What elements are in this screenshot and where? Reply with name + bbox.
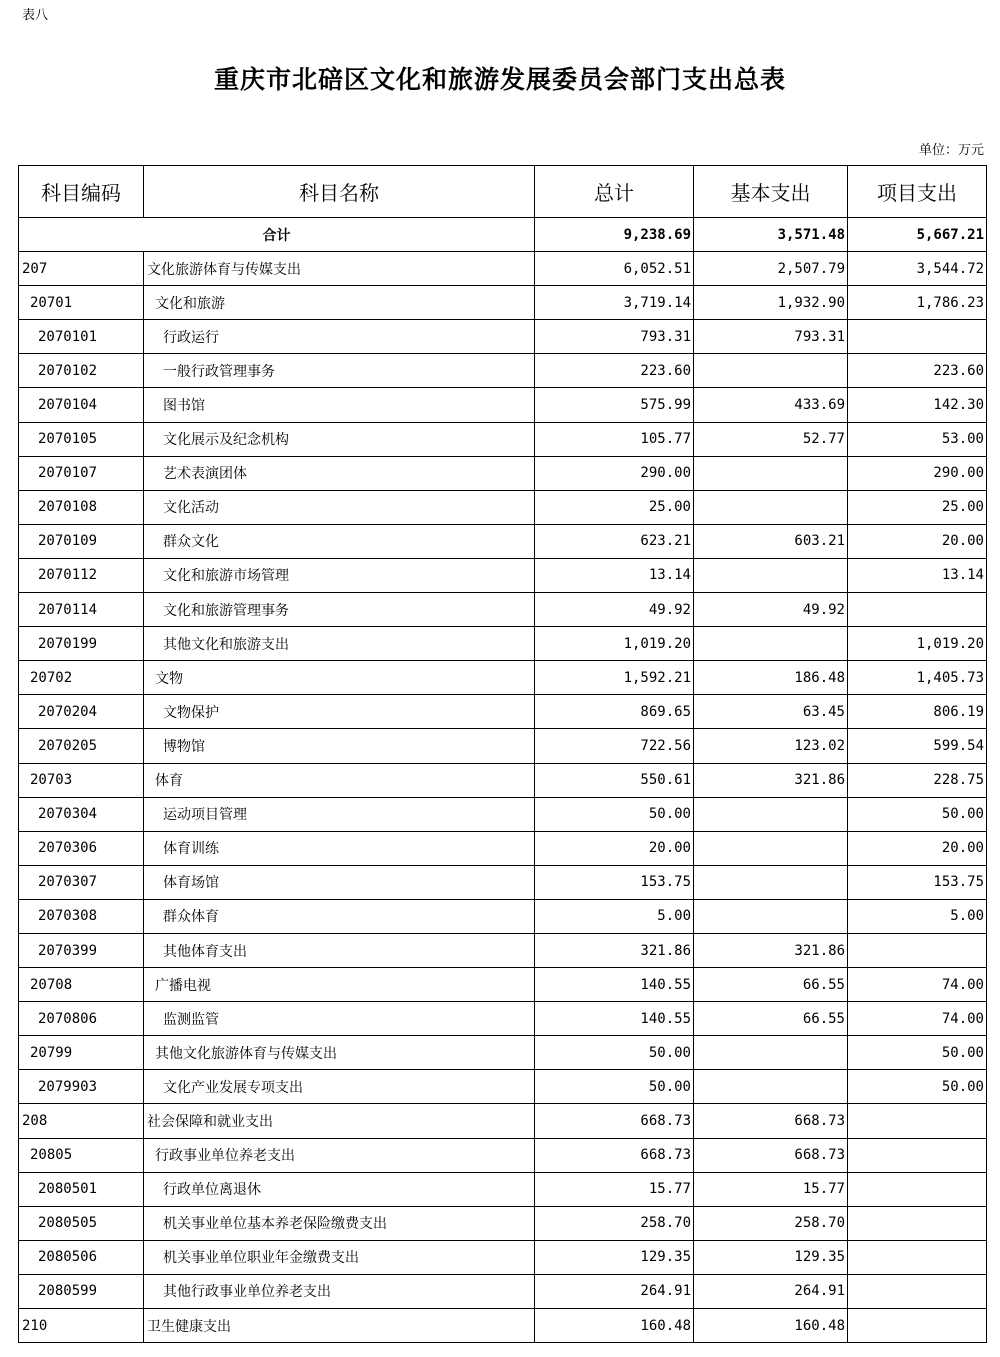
unit-label: 单位：万元	[918, 143, 984, 158]
project-cell: 74.00	[848, 968, 987, 1002]
project-cell: 53.00	[848, 422, 987, 456]
code-cell: 2080501	[19, 1172, 144, 1206]
name-cell: 监测监管	[144, 1002, 535, 1036]
table-row	[19, 1172, 987, 1206]
name-cell: 文化和旅游市场管理	[144, 558, 535, 592]
table-row	[19, 422, 987, 456]
table-row	[19, 1240, 987, 1274]
name-cell: 机关事业单位职业年金缴费支出	[144, 1240, 535, 1274]
project-cell: 50.00	[848, 1070, 987, 1104]
basic-cell	[694, 865, 848, 899]
table-row	[19, 899, 987, 933]
total-cell: 25.00	[535, 490, 694, 524]
name-cell: 文化和旅游管理事务	[144, 593, 535, 627]
name-cell: 图书馆	[144, 388, 535, 422]
code-cell: 2070101	[19, 320, 144, 354]
basic-cell	[694, 456, 848, 490]
basic-cell: 63.45	[694, 695, 848, 729]
code-cell: 2080599	[19, 1274, 144, 1308]
code-cell: 2070102	[19, 354, 144, 388]
basic-cell: 160.48	[694, 1309, 848, 1343]
name-cell: 文化和旅游	[144, 286, 535, 320]
total-cell: 50.00	[535, 1070, 694, 1104]
name-cell: 体育训练	[144, 831, 535, 865]
name-cell: 文化活动	[144, 490, 535, 524]
header-name: 科目名称	[144, 166, 535, 218]
basic-cell: 264.91	[694, 1274, 848, 1308]
name-cell: 卫生健康支出	[144, 1309, 535, 1343]
expenditure-table	[18, 165, 987, 1343]
total-cell: 13.14	[535, 558, 694, 592]
total-cell: 105.77	[535, 422, 694, 456]
name-cell: 文化旅游体育与传媒支出	[144, 252, 535, 286]
name-cell: 行政运行	[144, 320, 535, 354]
code-cell: 2070806	[19, 1002, 144, 1036]
code-cell: 2070114	[19, 593, 144, 627]
basic-cell	[694, 1070, 848, 1104]
table-row	[19, 865, 987, 899]
code-cell: 208	[19, 1104, 144, 1138]
name-cell: 文化产业发展专项支出	[144, 1070, 535, 1104]
table-row	[19, 524, 987, 558]
code-cell: 2070108	[19, 490, 144, 524]
code-cell: 20703	[19, 763, 144, 797]
table-number-label: 表八	[22, 8, 49, 23]
code-cell: 2070399	[19, 933, 144, 967]
table-row	[19, 252, 987, 286]
total-basic-cell: 3,571.48	[694, 218, 848, 252]
name-cell: 文物保护	[144, 695, 535, 729]
basic-cell: 321.86	[694, 933, 848, 967]
total-project-cell: 5,667.21	[848, 218, 987, 252]
total-cell: 20.00	[535, 831, 694, 865]
name-cell: 艺术表演团体	[144, 456, 535, 490]
code-cell: 2070205	[19, 729, 144, 763]
table-row	[19, 1274, 987, 1308]
table-row	[19, 593, 987, 627]
basic-cell	[694, 831, 848, 865]
project-cell: 50.00	[848, 1036, 987, 1070]
table-row	[19, 1036, 987, 1070]
code-cell: 20805	[19, 1138, 144, 1172]
total-cell: 1,592.21	[535, 661, 694, 695]
total-cell: 140.55	[535, 1002, 694, 1036]
name-cell: 行政单位离退休	[144, 1172, 535, 1206]
code-cell: 20702	[19, 661, 144, 695]
total-cell: 160.48	[535, 1309, 694, 1343]
code-cell: 2080506	[19, 1240, 144, 1274]
total-cell: 6,052.51	[535, 252, 694, 286]
basic-cell: 123.02	[694, 729, 848, 763]
name-cell: 博物馆	[144, 729, 535, 763]
basic-cell: 793.31	[694, 320, 848, 354]
code-cell: 2070112	[19, 558, 144, 592]
project-cell: 13.14	[848, 558, 987, 592]
total-cell: 50.00	[535, 797, 694, 831]
project-cell: 50.00	[848, 797, 987, 831]
total-cell: 869.65	[535, 695, 694, 729]
table-row	[19, 558, 987, 592]
basic-cell: 66.55	[694, 1002, 848, 1036]
table-row	[19, 320, 987, 354]
project-cell: 5.00	[848, 899, 987, 933]
project-cell	[848, 1274, 987, 1308]
code-cell: 20799	[19, 1036, 144, 1070]
table-row	[19, 797, 987, 831]
code-cell: 2070204	[19, 695, 144, 729]
project-cell	[848, 933, 987, 967]
code-cell: 2070304	[19, 797, 144, 831]
total-cell: 575.99	[535, 388, 694, 422]
total-cell: 290.00	[535, 456, 694, 490]
table-row	[19, 456, 987, 490]
basic-cell	[694, 797, 848, 831]
basic-cell: 668.73	[694, 1138, 848, 1172]
header-code: 科目编码	[19, 166, 144, 218]
code-cell: 2070306	[19, 831, 144, 865]
total-cell: 264.91	[535, 1274, 694, 1308]
basic-cell: 2,507.79	[694, 252, 848, 286]
code-cell: 2070109	[19, 524, 144, 558]
table-row	[19, 1309, 987, 1343]
project-cell	[848, 1138, 987, 1172]
total-cell: 1,019.20	[535, 627, 694, 661]
basic-cell: 129.35	[694, 1240, 848, 1274]
name-cell: 社会保障和就业支出	[144, 1104, 535, 1138]
project-cell: 1,405.73	[848, 661, 987, 695]
basic-cell	[694, 490, 848, 524]
project-cell: 74.00	[848, 1002, 987, 1036]
basic-cell	[694, 354, 848, 388]
code-cell: 2070308	[19, 899, 144, 933]
code-cell: 2070307	[19, 865, 144, 899]
basic-cell: 321.86	[694, 763, 848, 797]
table-row	[19, 1138, 987, 1172]
code-cell: 2080505	[19, 1206, 144, 1240]
total-cell: 3,719.14	[535, 286, 694, 320]
name-cell: 其他行政事业单位养老支出	[144, 1274, 535, 1308]
total-cell: 223.60	[535, 354, 694, 388]
table-body	[19, 218, 987, 1343]
code-cell: 2070104	[19, 388, 144, 422]
table-row	[19, 661, 987, 695]
table-row	[19, 1002, 987, 1036]
header-project: 项目支出	[848, 166, 987, 218]
total-cell: 668.73	[535, 1138, 694, 1172]
project-cell	[848, 1206, 987, 1240]
project-cell: 153.75	[848, 865, 987, 899]
total-cell: 550.61	[535, 763, 694, 797]
table-row	[19, 388, 987, 422]
project-cell: 599.54	[848, 729, 987, 763]
table-row	[19, 1206, 987, 1240]
total-cell: 668.73	[535, 1104, 694, 1138]
total-cell: 793.31	[535, 320, 694, 354]
basic-cell	[694, 899, 848, 933]
name-cell: 群众文化	[144, 524, 535, 558]
basic-cell: 603.21	[694, 524, 848, 558]
project-cell: 25.00	[848, 490, 987, 524]
code-cell: 2079903	[19, 1070, 144, 1104]
basic-cell: 52.77	[694, 422, 848, 456]
project-cell: 228.75	[848, 763, 987, 797]
code-cell: 2070105	[19, 422, 144, 456]
name-cell: 群众体育	[144, 899, 535, 933]
total-sum-cell: 9,238.69	[535, 218, 694, 252]
name-cell: 其他文化和旅游支出	[144, 627, 535, 661]
table-row	[19, 286, 987, 320]
name-cell: 一般行政管理事务	[144, 354, 535, 388]
total-cell: 129.35	[535, 1240, 694, 1274]
name-cell: 运动项目管理	[144, 797, 535, 831]
basic-cell: 15.77	[694, 1172, 848, 1206]
table-row	[19, 763, 987, 797]
table-row	[19, 490, 987, 524]
project-cell: 1,786.23	[848, 286, 987, 320]
table-header-row	[19, 166, 987, 218]
code-cell: 20701	[19, 286, 144, 320]
basic-cell	[694, 1036, 848, 1070]
total-cell: 623.21	[535, 524, 694, 558]
name-cell: 体育	[144, 763, 535, 797]
project-cell: 20.00	[848, 524, 987, 558]
total-cell: 5.00	[535, 899, 694, 933]
basic-cell: 1,932.90	[694, 286, 848, 320]
total-cell: 49.92	[535, 593, 694, 627]
total-cell: 140.55	[535, 968, 694, 1002]
code-cell: 207	[19, 252, 144, 286]
table-row	[19, 729, 987, 763]
project-cell	[848, 1309, 987, 1343]
basic-cell: 66.55	[694, 968, 848, 1002]
project-cell: 1,019.20	[848, 627, 987, 661]
name-cell: 广播电视	[144, 968, 535, 1002]
table-row	[19, 627, 987, 661]
project-cell	[848, 320, 987, 354]
project-cell: 290.00	[848, 456, 987, 490]
basic-cell: 49.92	[694, 593, 848, 627]
code-cell: 2070107	[19, 456, 144, 490]
total-cell: 321.86	[535, 933, 694, 967]
basic-cell: 668.73	[694, 1104, 848, 1138]
project-cell	[848, 593, 987, 627]
total-cell: 153.75	[535, 865, 694, 899]
name-cell: 文化展示及纪念机构	[144, 422, 535, 456]
header-total: 总计	[535, 166, 694, 218]
code-cell: 20708	[19, 968, 144, 1002]
table-row	[19, 933, 987, 967]
table-row	[19, 1104, 987, 1138]
total-cell: 50.00	[535, 1036, 694, 1070]
project-cell	[848, 1104, 987, 1138]
name-cell: 体育场馆	[144, 865, 535, 899]
name-cell: 文物	[144, 661, 535, 695]
page-title: 重庆市北碚区文化和旅游发展委员会部门支出总表	[213, 65, 786, 94]
total-cell: 15.77	[535, 1172, 694, 1206]
table-row	[19, 695, 987, 729]
project-cell: 20.00	[848, 831, 987, 865]
project-cell: 3,544.72	[848, 252, 987, 286]
name-cell: 其他体育支出	[144, 933, 535, 967]
basic-cell: 433.69	[694, 388, 848, 422]
total-cell: 722.56	[535, 729, 694, 763]
total-cell: 258.70	[535, 1206, 694, 1240]
name-cell: 其他文化旅游体育与传媒支出	[144, 1036, 535, 1070]
project-cell: 142.30	[848, 388, 987, 422]
basic-cell: 258.70	[694, 1206, 848, 1240]
basic-cell	[694, 558, 848, 592]
table-row	[19, 354, 987, 388]
code-cell: 2070199	[19, 627, 144, 661]
total-label: 合计	[19, 218, 535, 252]
header-basic: 基本支出	[694, 166, 848, 218]
project-cell: 223.60	[848, 354, 987, 388]
table-row	[19, 1070, 987, 1104]
code-cell: 210	[19, 1309, 144, 1343]
total-row	[19, 218, 987, 252]
basic-cell	[694, 627, 848, 661]
table-row	[19, 968, 987, 1002]
table-row	[19, 831, 987, 865]
name-cell: 行政事业单位养老支出	[144, 1138, 535, 1172]
project-cell	[848, 1240, 987, 1274]
basic-cell: 186.48	[694, 661, 848, 695]
project-cell	[848, 1172, 987, 1206]
project-cell: 806.19	[848, 695, 987, 729]
name-cell: 机关事业单位基本养老保险缴费支出	[144, 1206, 535, 1240]
